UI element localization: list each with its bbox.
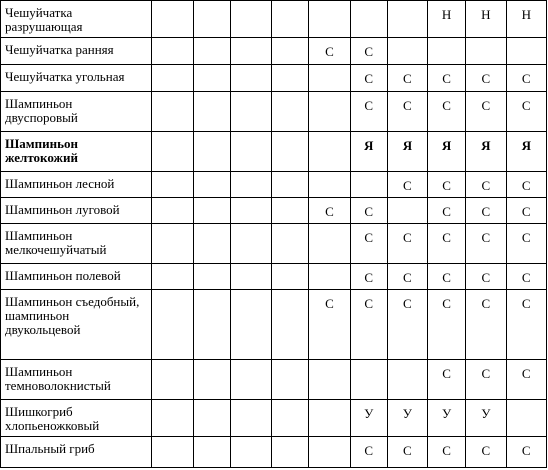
month-mark-cell: С [428,92,466,132]
month-mark-cell: С [387,92,427,132]
species-name-cell: Шампиньон желтокожий [1,132,152,172]
month-mark-cell [230,92,271,132]
month-mark-cell [193,264,230,290]
month-mark-cell: С [387,224,427,264]
species-name-cell: Шампиньон съедобный, шампиньон двукольцевой [1,290,152,360]
month-mark-cell [230,1,271,38]
month-mark-cell: С [466,224,506,264]
month-mark-cell: У [350,400,387,437]
month-mark-cell [272,65,309,92]
month-mark-cell [193,224,230,264]
species-name-cell: Шампиньон лесной [1,172,152,198]
month-mark-cell: С [350,264,387,290]
month-mark-cell [387,198,427,224]
month-mark-cell [152,172,193,198]
month-mark-cell: С [466,360,506,400]
month-mark-cell: У [428,400,466,437]
month-mark-cell: С [309,198,350,224]
month-mark-cell: С [506,92,546,132]
species-name-cell: Шампиньон полевой [1,264,152,290]
month-mark-cell [309,360,350,400]
month-mark-cell [230,290,271,360]
month-mark-cell: С [387,65,427,92]
table-row [1,290,547,360]
month-mark-cell [230,360,271,400]
month-mark-cell [152,92,193,132]
month-mark-cell [152,38,193,65]
month-mark-cell [272,290,309,360]
month-mark-cell [193,132,230,172]
month-mark-cell [152,437,193,468]
month-mark-cell [272,437,309,468]
month-mark-cell: С [350,198,387,224]
species-name-cell: Шампиньон двуспоровый [1,92,152,132]
month-mark-cell: С [466,65,506,92]
species-name-cell: Чешуйчатка ранняя [1,38,152,65]
month-mark-cell [309,1,350,38]
month-mark-cell [230,65,271,92]
month-mark-cell: Н [506,1,546,38]
month-mark-cell: С [428,65,466,92]
species-name-cell: Шишкогриб хлопьеножковый [1,400,152,437]
month-mark-cell [230,224,271,264]
month-mark-cell [193,400,230,437]
month-mark-cell: Я [350,132,387,172]
month-mark-cell [309,172,350,198]
month-mark-cell [466,38,506,65]
month-mark-cell [193,65,230,92]
table-row [1,38,547,65]
month-mark-cell: С [350,38,387,65]
month-mark-cell: Н [428,1,466,38]
month-mark-cell [272,1,309,38]
month-mark-cell: С [428,264,466,290]
month-mark-cell [152,224,193,264]
month-mark-cell: С [428,437,466,468]
table-body [1,1,547,468]
month-mark-cell [506,38,546,65]
month-mark-cell [230,264,271,290]
month-mark-cell: С [506,437,546,468]
month-mark-cell [272,92,309,132]
month-mark-cell [152,132,193,172]
month-mark-cell: С [428,224,466,264]
month-mark-cell [272,38,309,65]
table-row [1,92,547,132]
table-row [1,65,547,92]
month-mark-cell: С [428,172,466,198]
species-name-cell: Шампиньон темноволокнистый [1,360,152,400]
month-mark-cell: С [466,172,506,198]
month-mark-cell: У [466,400,506,437]
month-mark-cell [272,264,309,290]
table-row [1,132,547,172]
month-mark-cell: С [387,264,427,290]
month-mark-cell [152,360,193,400]
month-mark-cell: С [387,172,427,198]
month-mark-cell: С [506,290,546,360]
month-mark-cell [272,172,309,198]
month-mark-cell: С [350,437,387,468]
month-mark-cell: С [428,198,466,224]
month-mark-cell: С [466,437,506,468]
month-mark-cell: У [387,400,427,437]
species-name-cell: Чешуйчатка угольная [1,65,152,92]
month-mark-cell [193,437,230,468]
month-mark-cell [387,360,427,400]
month-mark-cell [230,132,271,172]
table-row [1,400,547,437]
month-mark-cell: С [350,65,387,92]
month-mark-cell: С [309,38,350,65]
month-mark-cell [272,198,309,224]
month-mark-cell [272,360,309,400]
month-mark-cell: Я [466,132,506,172]
month-mark-cell [152,198,193,224]
month-mark-cell [230,172,271,198]
table-row [1,172,547,198]
table-row [1,224,547,264]
month-mark-cell: Я [428,132,466,172]
month-mark-cell [193,360,230,400]
month-mark-cell [506,400,546,437]
month-mark-cell: С [350,224,387,264]
month-mark-cell: Я [387,132,427,172]
table-row [1,264,547,290]
month-mark-cell [230,437,271,468]
month-mark-cell [230,38,271,65]
month-mark-cell [152,65,193,92]
month-mark-cell [309,224,350,264]
month-mark-cell [152,1,193,38]
month-mark-cell [272,400,309,437]
month-mark-cell [350,1,387,38]
month-mark-cell: С [387,437,427,468]
month-mark-cell: С [309,290,350,360]
month-mark-cell: С [428,290,466,360]
month-mark-cell [152,400,193,437]
table-row [1,360,547,400]
month-mark-cell: С [466,264,506,290]
month-mark-cell [309,264,350,290]
species-name-cell: Чешуйчатка разрушающая [1,1,152,38]
month-mark-cell: С [350,290,387,360]
month-mark-cell [350,360,387,400]
month-mark-cell [309,65,350,92]
month-mark-cell: С [506,360,546,400]
month-mark-cell [309,400,350,437]
month-mark-cell [193,38,230,65]
month-mark-cell: С [506,264,546,290]
month-mark-cell: С [506,65,546,92]
month-mark-cell: С [466,198,506,224]
month-mark-cell: С [506,198,546,224]
month-mark-cell: С [466,92,506,132]
species-name-cell: Шпальный гриб [1,437,152,468]
month-mark-cell [272,224,309,264]
month-mark-cell: С [350,92,387,132]
month-mark-cell [428,38,466,65]
species-name-cell: Шампиньон луговой [1,198,152,224]
month-mark-cell [152,290,193,360]
month-mark-cell [193,1,230,38]
table-row [1,437,547,468]
month-mark-cell [230,198,271,224]
month-mark-cell [193,290,230,360]
month-mark-cell [309,437,350,468]
month-mark-cell [152,264,193,290]
month-mark-cell [387,38,427,65]
month-mark-cell: С [387,290,427,360]
month-mark-cell: Н [466,1,506,38]
month-mark-cell [309,132,350,172]
month-mark-cell: С [466,290,506,360]
month-mark-cell: С [428,360,466,400]
month-mark-cell [350,172,387,198]
table-row [1,198,547,224]
month-mark-cell: Я [506,132,546,172]
month-mark-cell [230,400,271,437]
month-mark-cell: С [506,172,546,198]
month-mark-cell [272,132,309,172]
month-mark-cell [309,92,350,132]
species-name-cell: Шампиньон мелкочешуйчатый [1,224,152,264]
table-row [1,1,547,38]
month-mark-cell [387,1,427,38]
month-mark-cell [193,92,230,132]
month-mark-cell: С [506,224,546,264]
month-mark-cell [193,172,230,198]
month-mark-cell [193,198,230,224]
